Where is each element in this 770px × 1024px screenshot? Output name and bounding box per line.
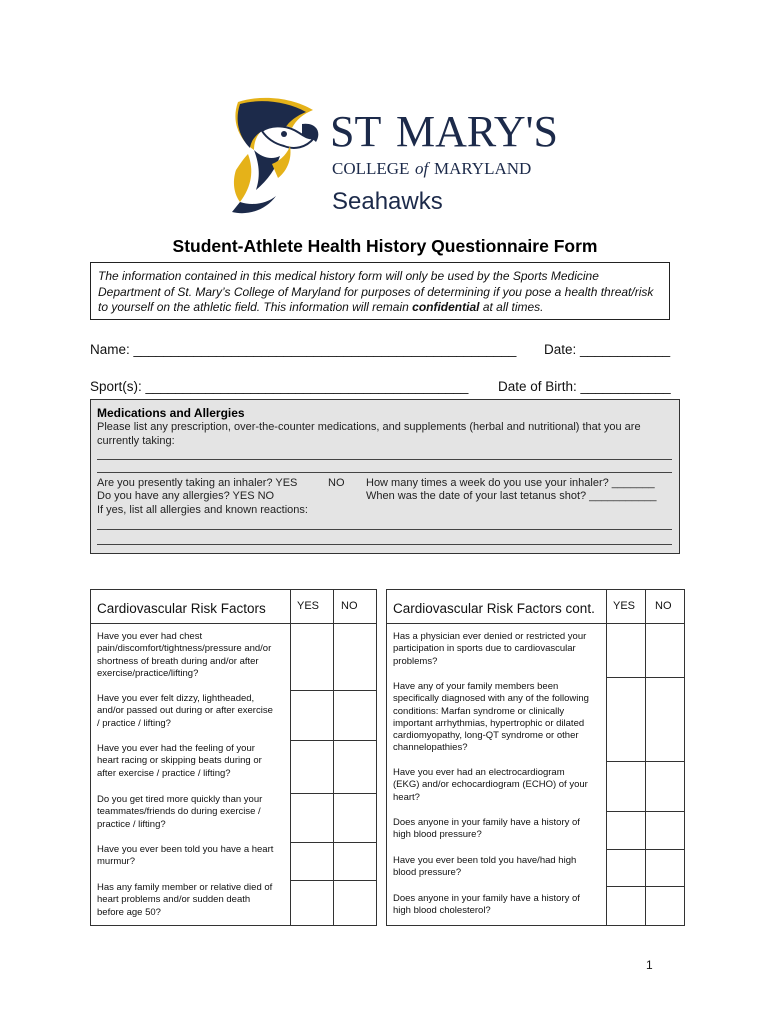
logo-seahawks: Seahawks [332, 188, 443, 215]
allergies-answer-line[interactable] [97, 544, 672, 545]
logo-wordmark-st: ST [330, 107, 382, 156]
logo-college: COLLEGE [332, 159, 410, 178]
medications-answer-line[interactable] [97, 459, 672, 460]
cardio-question-tired: Do you get tired more quickly than your teammates/friends do during exercise / practice / lifting? [97, 794, 263, 830]
cardio-question-dizzy: Have you ever felt dizzy, lightheaded, and/or passed out during or after exercise / practice / lifting? [97, 693, 273, 729]
logo-of: of [415, 159, 429, 178]
yes-column-header: YES [297, 600, 320, 612]
inhaler-no-option[interactable]: NO [328, 477, 345, 489]
cardio-header: Cardiovascular Risk Factors [97, 601, 266, 616]
cardiovascular-risk-table-cont [386, 589, 685, 926]
page-number: 1 [646, 958, 653, 972]
medications-allergies-section [90, 399, 680, 554]
intro-text-end: at all times. [479, 300, 544, 314]
cardio-question-family-death: Has any family member or relative died of heart problems and/or sudden death before age 50? [97, 882, 273, 918]
date-of-birth-field[interactable]: Date of Birth: ____________ [498, 379, 671, 394]
cardio-question-high-bp: Have you ever been told you have/had high blood pressure? [393, 855, 577, 879]
cardio-question-heart-racing: Have you ever had the feeling of your heart racing or skipping beats during or after exercise / practice / lifting? [97, 743, 262, 779]
allergies-question[interactable]: Do you have any allergies? YES NO [97, 490, 275, 502]
intro-emphasis: confidential [412, 300, 480, 314]
date-field[interactable]: Date: ____________ [544, 342, 671, 357]
cardio-question-restricted: Has a physician ever denied or restricted your participation in sports due to cardiovascular problems? [393, 631, 587, 667]
logo-maryland: MARYLAND [434, 159, 532, 178]
cardio-question-cholesterol: Does anyone in your family have a history of high blood cholesterol? [393, 893, 580, 917]
cardio-question-family-diagnosis: Have any of your family members been specifically diagnosed with any of the following conditions: Marfan syndrome or clinically important arrhythmias, hypertrophic or dilated cardiomyopathy, long-QT syndrome or other channelopathies? [393, 681, 589, 754]
intro-notice [90, 262, 670, 320]
yes-column-header: YES [613, 600, 636, 612]
college-logo [218, 94, 563, 216]
seahawk-logo-graphic [218, 94, 563, 216]
form-title: Student-Athlete Health History Questionnaire Form [172, 236, 598, 256]
cardio-question-family-bp: Does anyone in your family have a history of high blood pressure? [393, 817, 580, 841]
inhaler-question: Are you presently taking an inhaler? YES [97, 477, 298, 489]
seahawk-icon [232, 98, 318, 213]
intro-text: The information contained in this medical history form will only be used by the Sports Medicine Department of St. Mary’s College of Maryland for purposes of determining if you pose a health threat/risk to yourself on the athletic field. This information will remain [98, 269, 654, 314]
medications-instruction-2: currently taking: [97, 435, 175, 447]
cardio-cont-header: Cardiovascular Risk Factors cont. [393, 601, 595, 616]
medications-answer-line[interactable] [97, 472, 672, 473]
cardio-question-chest-pain: Have you ever had chest pain/discomfort/tightness/pressure and/or shortness of breath during and/or after exercise/practice/lifting? [97, 631, 272, 679]
allergies-answer-line[interactable] [97, 529, 672, 530]
no-column-header: NO [655, 600, 672, 612]
tetanus-date-field[interactable]: When was the date of your last tetanus shot? ___________ [366, 490, 657, 502]
cardio-question-murmur: Have you ever been told you have a heart murmur? [97, 844, 274, 868]
medications-heading: Medications and Allergies [97, 406, 245, 420]
cardiovascular-risk-table [90, 589, 377, 926]
sport-field[interactable]: Sport(s): ___________________________________________ [90, 379, 469, 394]
no-column-header: NO [341, 600, 358, 612]
cardio-question-ekg: Have you ever had an electrocardiogram (EKG) and/or echocardiogram (ECHO) of your heart? [393, 767, 588, 803]
name-field[interactable]: Name: ___________________________________________________ [90, 342, 517, 357]
allergies-list-label: If yes, list all allergies and known reactions: [97, 504, 308, 516]
medications-instruction-1: Please list any prescription, over-the-counter medications, and supplements (herbal and nutritional) that you are [97, 421, 641, 433]
inhaler-frequency-field[interactable]: How many times a week do you use your inhaler? _______ [366, 477, 655, 489]
logo-wordmark-marys: MARY'S [396, 107, 558, 156]
